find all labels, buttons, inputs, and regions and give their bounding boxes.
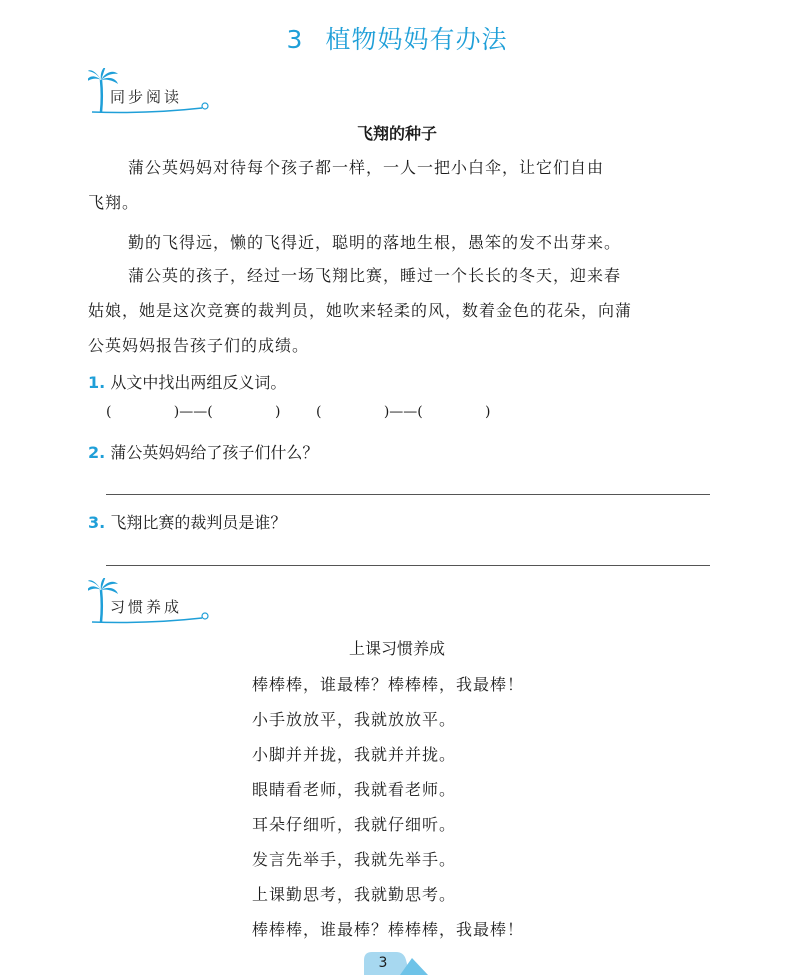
- poem-line-6: 发言先举手，我就先举手。: [252, 850, 457, 869]
- section-label: 习惯养成: [110, 598, 183, 616]
- question-text: 飞翔比赛的裁判员是谁？: [110, 513, 287, 532]
- page-number: 3: [378, 955, 388, 971]
- question-text: 从文中找出两组反义词。: [110, 373, 287, 392]
- paragraph-line: 蒲公英的孩子，经过一场飞翔比赛，睡过一个长长的冬天，迎来春: [128, 266, 622, 285]
- paragraph-line: 蒲公英妈妈对待每个孩子都一样，一人一把小白伞，让它们自由: [128, 158, 605, 177]
- poem-title: 上课习惯养成: [348, 639, 445, 658]
- paragraph-line: 勤的飞得远，懒的飞得近，聪明的落地生根，愚笨的发不出芽来。: [128, 233, 622, 252]
- poem-line-8: 棒棒棒，谁最棒？棒棒棒，我最棒！: [252, 920, 525, 939]
- lesson-title: [0, 20, 794, 56]
- answer-line-3[interactable]: [106, 565, 710, 566]
- poem-line-7: 上课勤思考，我就勤思考。: [252, 885, 457, 904]
- question-2: [88, 440, 318, 463]
- lesson-number: 3: [286, 25, 304, 54]
- section-header-reading: [88, 68, 228, 118]
- poem-line-4: 眼睛看老师，我就看老师。: [252, 780, 457, 799]
- question-1: [88, 370, 286, 393]
- page-number-badge: [360, 950, 430, 975]
- answer-line-2[interactable]: [106, 494, 710, 495]
- question-number: 2.: [88, 443, 106, 462]
- question-text: 蒲公英妈妈给了孩子们什么？: [110, 443, 319, 462]
- question-3: [88, 510, 286, 533]
- poem-line-1: 棒棒棒，谁最棒？棒棒棒，我最棒！: [252, 675, 525, 694]
- paragraph-line: 飞翔。: [88, 193, 140, 212]
- passage-title: 飞翔的种子: [356, 124, 437, 143]
- antonym-blanks[interactable]: ( )——( ) ( )——( ): [106, 404, 491, 420]
- paragraph-line: 姑娘，她是这次竞赛的裁判员，她吹来轻柔的风，数着金色的花朵，向蒲: [88, 301, 633, 320]
- lesson-title-text: 植物妈妈有办法: [325, 25, 508, 54]
- poem-line-2: 小手放放平，我就放放平。: [252, 710, 457, 729]
- passage-paragraph-1: [88, 150, 710, 220]
- poem-line-5: 耳朵仔细听，我就仔细听。: [252, 815, 457, 834]
- passage-paragraph-2: [88, 225, 710, 260]
- section-header-habits: [88, 578, 228, 628]
- poem-line-3: 小脚并并拢，我就并并拢。: [252, 745, 457, 764]
- section-label: 同步阅读: [110, 88, 183, 106]
- paragraph-line: 公英妈妈报告孩子们的成绩。: [88, 336, 310, 355]
- question-number: 1.: [88, 373, 106, 392]
- passage-paragraph-3: [88, 258, 710, 363]
- question-number: 3.: [88, 513, 106, 532]
